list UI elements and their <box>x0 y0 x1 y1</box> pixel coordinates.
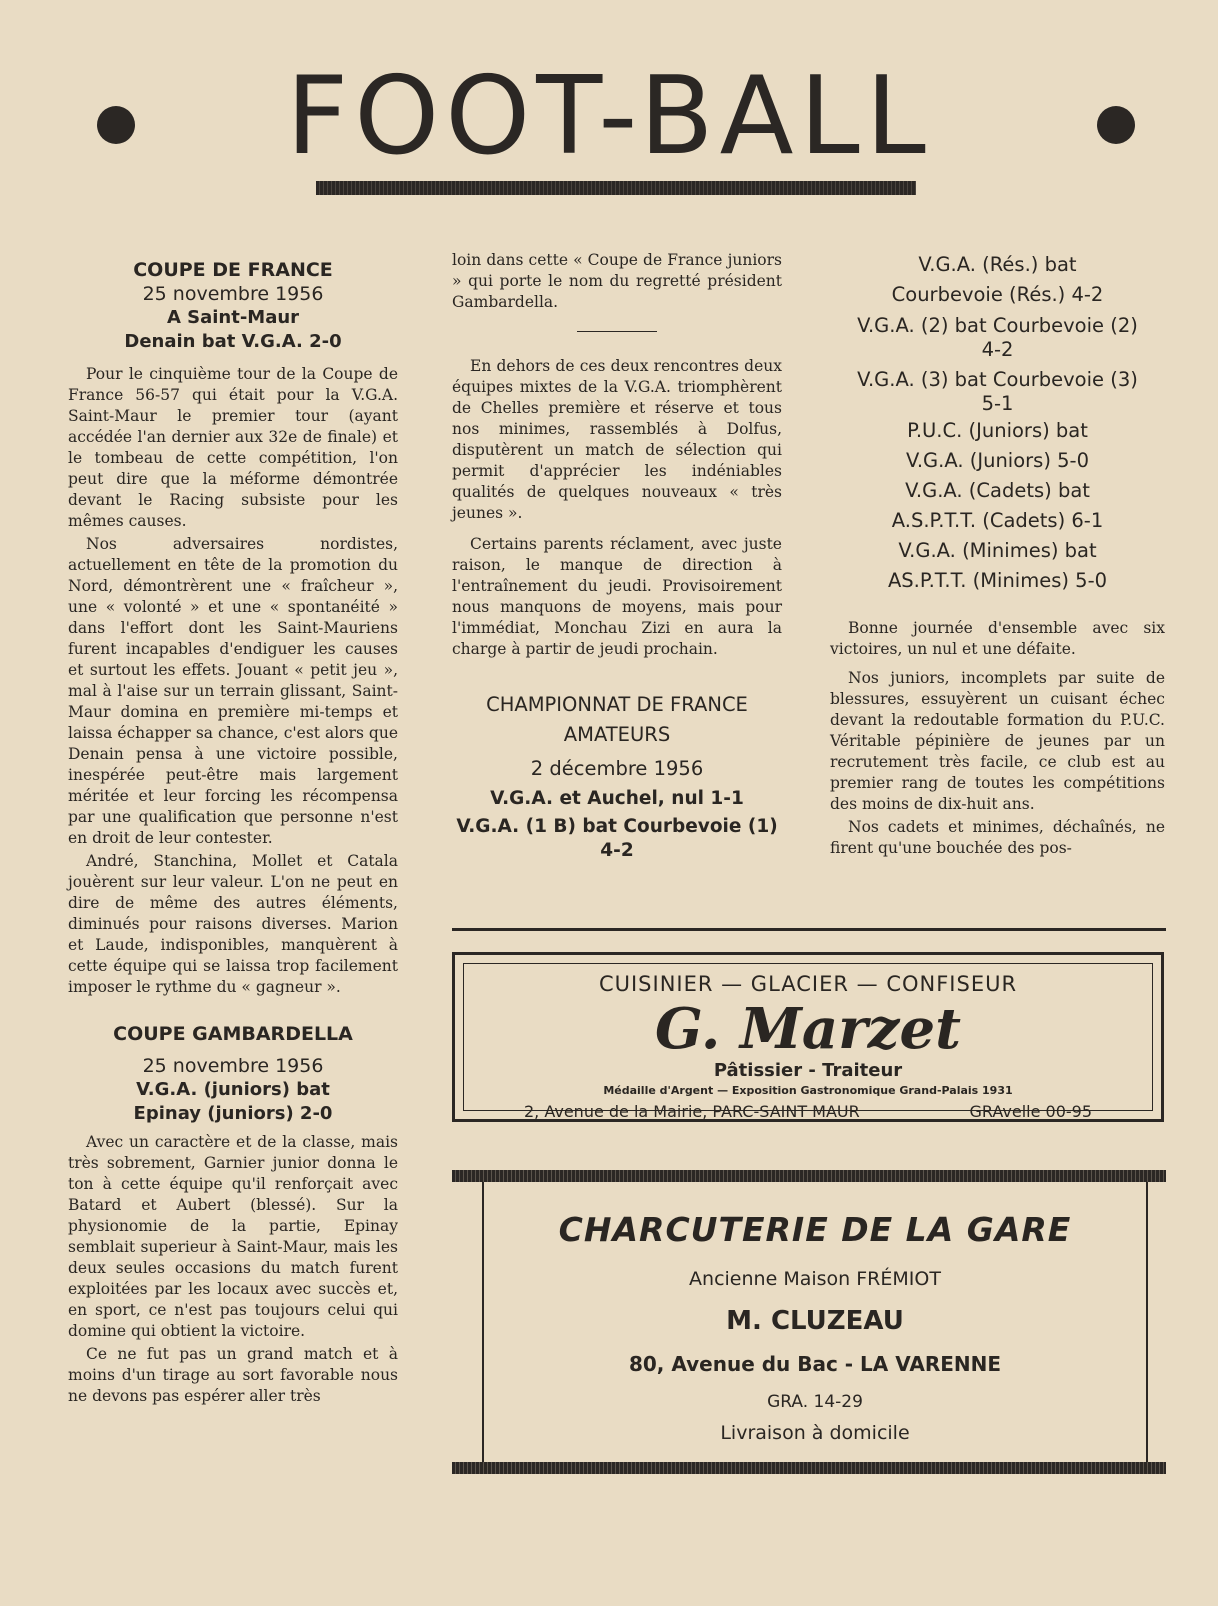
ad-trades: CUISINIER — GLACIER — CONFISEUR <box>598 972 1018 996</box>
masthead <box>0 54 1218 179</box>
ad-business-name: G. Marzet <box>655 996 961 1062</box>
article-paragraph: Nos juniors, incomplets par suite de blessures, essuyèrent un cuisant échec devant la redoutable formation du P.U.C. Véritable pépinière de jeunes par un recrutement très facile, ce club est au premier rang de toutes les compétitions des moins de dix-huit ans. <box>830 669 1165 813</box>
page-title: FOOT-BALL <box>286 54 932 179</box>
article-paragraph: loin dans cette « Coupe de France juniors » qui porte le nom du regretté président Gambardella. <box>452 251 782 311</box>
championnat-result: V.G.A. et Auchel, nul 1-1 <box>490 788 744 809</box>
article-paragraph: André, Stanchina, Mollet et Catala jouèrent sur leur valeur. L'on ne peut en dire de même des autres éléments, diminués pour raisons diverses. Marion et Laude, indisponibles, manquèrent à cette équipe qui se laissa trop facilement imposer le rythme du « gagneur ». <box>68 852 398 996</box>
column-right <box>830 250 1165 859</box>
column-divider <box>452 928 1166 931</box>
match-result: V.G.A. (Cadets) bat <box>905 479 1090 502</box>
coupe-france-heading: COUPE DE FRANCE <box>133 259 333 281</box>
bullet-dot-icon <box>97 106 135 144</box>
ad-shop-name: CHARCUTERIE DE LA GARE <box>558 1210 1072 1249</box>
coupe-france-date: 25 novembre 1956 <box>142 283 324 305</box>
match-result: V.G.A. (3) bat Courbevoie (3) <box>857 368 1138 391</box>
ad-phone: GRAvelle 00-95 <box>969 1102 1092 1121</box>
gambardella-result: V.G.A. (juniors) bat <box>136 1079 330 1100</box>
match-result: V.G.A. (Minimes) bat <box>898 539 1097 562</box>
match-result: Courbevoie (Rés.) 4-2 <box>891 283 1104 306</box>
ad-border-band <box>452 1170 1166 1182</box>
article-paragraph: Nos adversaires nordistes, actuellement en tête de la promotion du Nord, démontrèrent une « fraîcheur », une « volonté » et une « spontanéité » dans l'effort dont les Saint-Mauriens furent incapables d'endiguer les causes et surtout les effets. Jouant « petit jeu », mal à l'aise sur un terrain glissant, Saint-Maur domina en première mi-temps et laissa échapper sa chance, c'est alors que Denain pensa à une victoire possible, inespérée peut-être mais largement méritée et leur forcing les récompensa par une qualification que personne n'est en droit de leur contester. <box>68 535 398 847</box>
match-result: V.G.A. (2) bat Courbevoie (2) <box>857 314 1138 337</box>
ad-frame <box>482 1182 1148 1462</box>
ad-border-band <box>452 1462 1166 1474</box>
gambardella-result: Epinay (juniors) 2-0 <box>133 1103 333 1124</box>
section-separator <box>577 331 657 332</box>
match-result: V.G.A. (Juniors) 5-0 <box>906 449 1089 472</box>
article-paragraph: Pour le cinquième tour de la Coupe de France 56-57 qui était pour la V.G.A. Saint-Maur le premier tour (ayant accédée l'an dernier aux 32e de finale) et le tombeau de cette compétition, l'on peut dire que la méforme démontrée devant le Racing subsiste pour les mêmes causes. <box>68 365 398 530</box>
article-paragraph: Avec un caractère et de la classe, mais très sobrement, Garnier junior donna le ton à cette équipe qu'il renforçait avec Batard et Aubert (blessé). Sur la physionomie de la partie, Epinay semblait superieur à Saint-Maur, mais les deux seules occasions du match furent exploitées par les locaux avec succès et, en sport, ce n'est pas toujours celui qui domine qui obtient la victoire. <box>68 1133 398 1340</box>
match-result: 5-1 <box>981 392 1014 415</box>
coupe-france-place: A Saint-Maur <box>166 307 300 328</box>
article-paragraph: Certains parents réclament, avec juste raison, le manque de direction à l'entraînement du jeudi. Provisoirement nous manquons de moyens, mais pour l'immédiat, Monchau Zizi en aura la charge à partir de jeudi prochain. <box>452 535 782 658</box>
ad-address: 80, Avenue du Bac - LA VARENNE <box>628 1352 1002 1376</box>
ad-phone: GRA. 14-29 <box>767 1392 863 1412</box>
article-paragraph: Nos cadets et minimes, déchaînés, ne firent qu'une bouchée des pos- <box>830 818 1165 857</box>
ad-inner-frame <box>463 963 1153 1121</box>
championnat-heading: AMATEURS <box>563 723 671 746</box>
ad-role: Pâtissier - Traiteur <box>713 1060 903 1081</box>
article-paragraph: En dehors de ces deux rencontres deux équipes mixtes de la V.G.A. triomphèrent de Chelles première et réserve et tous nos minimes, rassemblés à Dolfus, disputèrent un match de sélection qui permit d'apprécier les indéniables qualités de quelques nouveaux « très jeunes ». <box>452 357 782 522</box>
gambardella-heading: COUPE GAMBARDELLA <box>113 1023 353 1045</box>
gambardella-date: 25 novembre 1956 <box>142 1055 324 1077</box>
column-left <box>68 258 398 1407</box>
ad-owner: M. CLUZEAU <box>726 1306 904 1336</box>
ad-address: 2, Avenue de la Mairie, PARC-SAINT MAUR <box>524 1102 860 1121</box>
bullet-dot-icon <box>1097 106 1135 144</box>
match-result: A.S.P.T.T. (Cadets) 6-1 <box>891 509 1104 532</box>
ad-medal: Médaille d'Argent — Exposition Gastronomique Grand-Palais 1931 <box>603 1084 1013 1097</box>
championnat-result: V.G.A. (1 B) bat Courbevoie (1) <box>456 816 778 837</box>
match-result: P.U.C. (Juniors) bat <box>907 419 1088 442</box>
match-result: V.G.A. (Rés.) bat <box>918 253 1077 276</box>
ad-delivery: Livraison à domicile <box>720 1422 910 1444</box>
coupe-france-result: Denain bat V.G.A. 2-0 <box>124 331 342 352</box>
championnat-result: 4-2 <box>600 840 634 861</box>
championnat-date: 2 décembre 1956 <box>530 757 704 780</box>
title-rule <box>316 181 916 195</box>
advertisement-charcuterie <box>452 1170 1166 1474</box>
article-paragraph: Bonne journée d'ensemble avec six victoires, un nul et une défaite. <box>830 619 1165 658</box>
article-paragraph: Ce ne fut pas un grand match et à moins d'un tirage au sort favorable nous ne devons pas espérer aller très <box>68 1345 398 1405</box>
championnat-heading: CHAMPIONNAT DE FRANCE <box>486 693 748 716</box>
column-middle <box>452 250 782 862</box>
match-result: AS.P.T.T. (Minimes) 5-0 <box>887 569 1108 592</box>
ad-former-owner: Ancienne Maison FRÉMIOT <box>689 1268 941 1290</box>
advertisement-marzet <box>452 952 1164 1122</box>
match-result: 4-2 <box>981 338 1014 361</box>
